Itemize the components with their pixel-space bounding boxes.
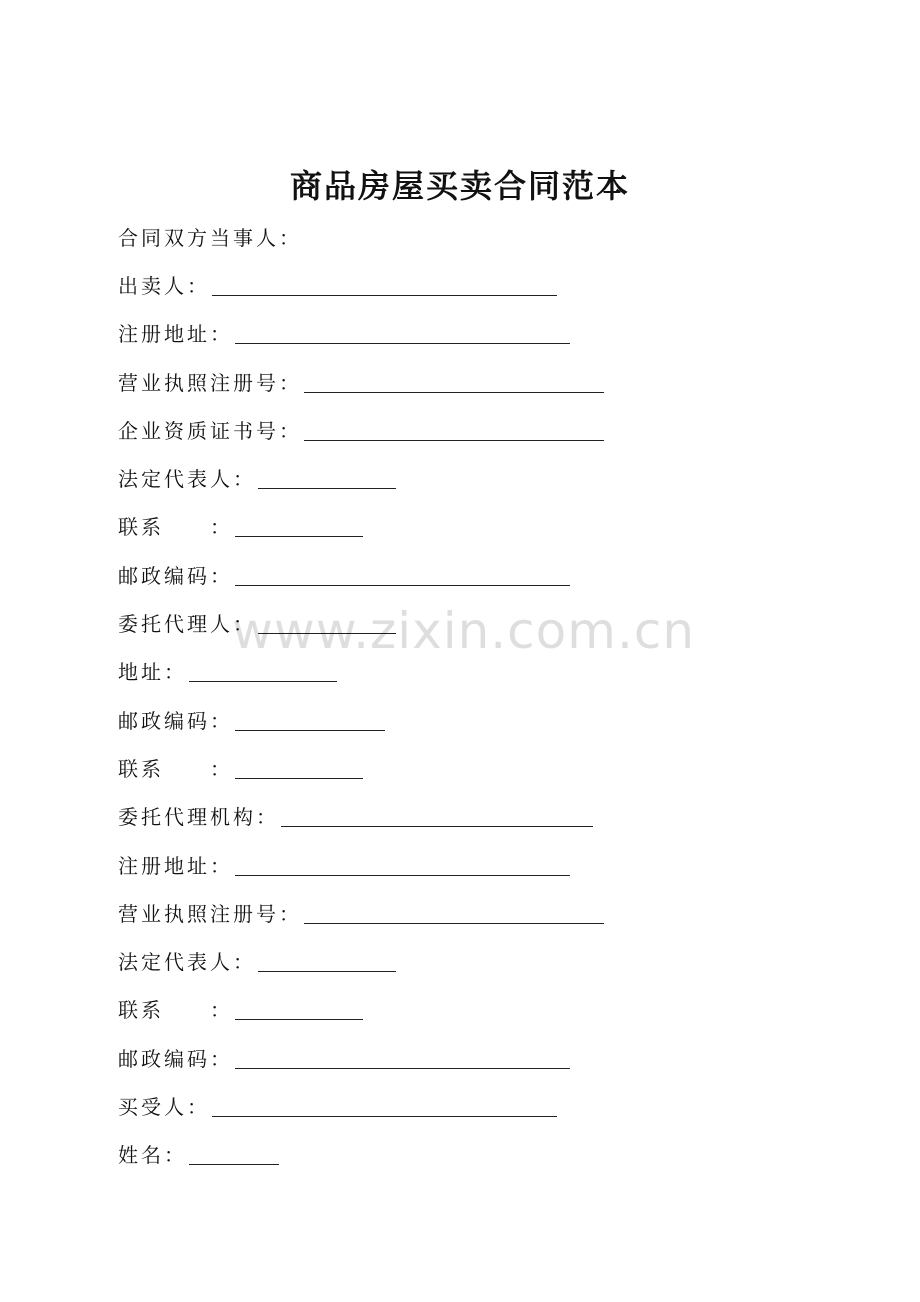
form-line	[118, 792, 878, 840]
form-line	[118, 212, 878, 260]
form-line	[118, 405, 878, 453]
contract-form	[118, 212, 878, 1178]
field-label: 买受人：	[118, 1094, 210, 1119]
field-label: 联系 ：	[118, 515, 233, 540]
watermark: www.zixin.com.cn	[232, 602, 696, 660]
fill-in-blank[interactable]	[304, 901, 604, 924]
form-line	[118, 550, 878, 598]
field-label: 注册地址：	[118, 322, 233, 347]
form-line	[118, 1130, 878, 1178]
form-line	[118, 1033, 878, 1081]
field-label: 联系 ：	[118, 756, 233, 781]
field-label: 注册地址：	[118, 853, 233, 878]
form-line	[118, 357, 878, 405]
fill-in-blank[interactable]	[235, 853, 570, 876]
fill-in-blank[interactable]	[212, 273, 557, 296]
form-line	[118, 647, 878, 695]
field-label: 邮政编码：	[118, 563, 233, 588]
fill-in-blank[interactable]	[258, 611, 396, 634]
fill-in-blank[interactable]	[189, 1142, 279, 1165]
fill-in-blank[interactable]	[304, 370, 604, 393]
field-label: 邮政编码：	[118, 1046, 233, 1071]
fill-in-blank[interactable]	[235, 997, 363, 1020]
fill-in-blank[interactable]	[212, 1094, 557, 1117]
form-line	[118, 260, 878, 308]
fill-in-blank[interactable]	[235, 514, 363, 537]
fill-in-blank[interactable]	[235, 321, 570, 344]
form-line	[118, 985, 878, 1033]
fill-in-blank[interactable]	[258, 466, 396, 489]
form-line	[118, 695, 878, 743]
form-line	[118, 598, 878, 646]
field-label: 法定代表人：	[118, 467, 256, 492]
page-title: 商品房屋买卖合同范本	[289, 167, 630, 205]
field-label: 营业执照注册号：	[118, 901, 302, 926]
form-line	[118, 453, 878, 501]
field-label: 委托代理人：	[118, 612, 256, 637]
fill-in-blank[interactable]	[235, 563, 570, 586]
fill-in-blank[interactable]	[304, 418, 604, 441]
fill-in-blank[interactable]	[189, 659, 337, 682]
field-label: 法定代表人：	[118, 950, 256, 975]
field-label: 姓名：	[118, 1143, 187, 1168]
field-label: 企业资质证书号：	[118, 418, 302, 443]
fill-in-blank[interactable]	[235, 756, 363, 779]
form-line	[118, 743, 878, 791]
fill-in-blank[interactable]	[235, 708, 385, 731]
field-label: 出卖人：	[118, 273, 210, 298]
form-line	[118, 936, 878, 984]
form-line	[118, 888, 878, 936]
form-line	[118, 502, 878, 550]
fill-in-blank[interactable]	[235, 1046, 570, 1069]
form-line	[118, 840, 878, 888]
field-label: 合同双方当事人：	[118, 225, 302, 250]
field-label: 营业执照注册号：	[118, 370, 302, 395]
fill-in-blank[interactable]	[281, 804, 593, 827]
field-label: 委托代理机构：	[118, 805, 279, 830]
form-line	[118, 309, 878, 357]
form-line	[118, 1081, 878, 1129]
field-label: 邮政编码：	[118, 708, 233, 733]
field-label: 地址：	[118, 660, 187, 685]
field-label: 联系 ：	[118, 998, 233, 1023]
fill-in-blank[interactable]	[258, 949, 396, 972]
